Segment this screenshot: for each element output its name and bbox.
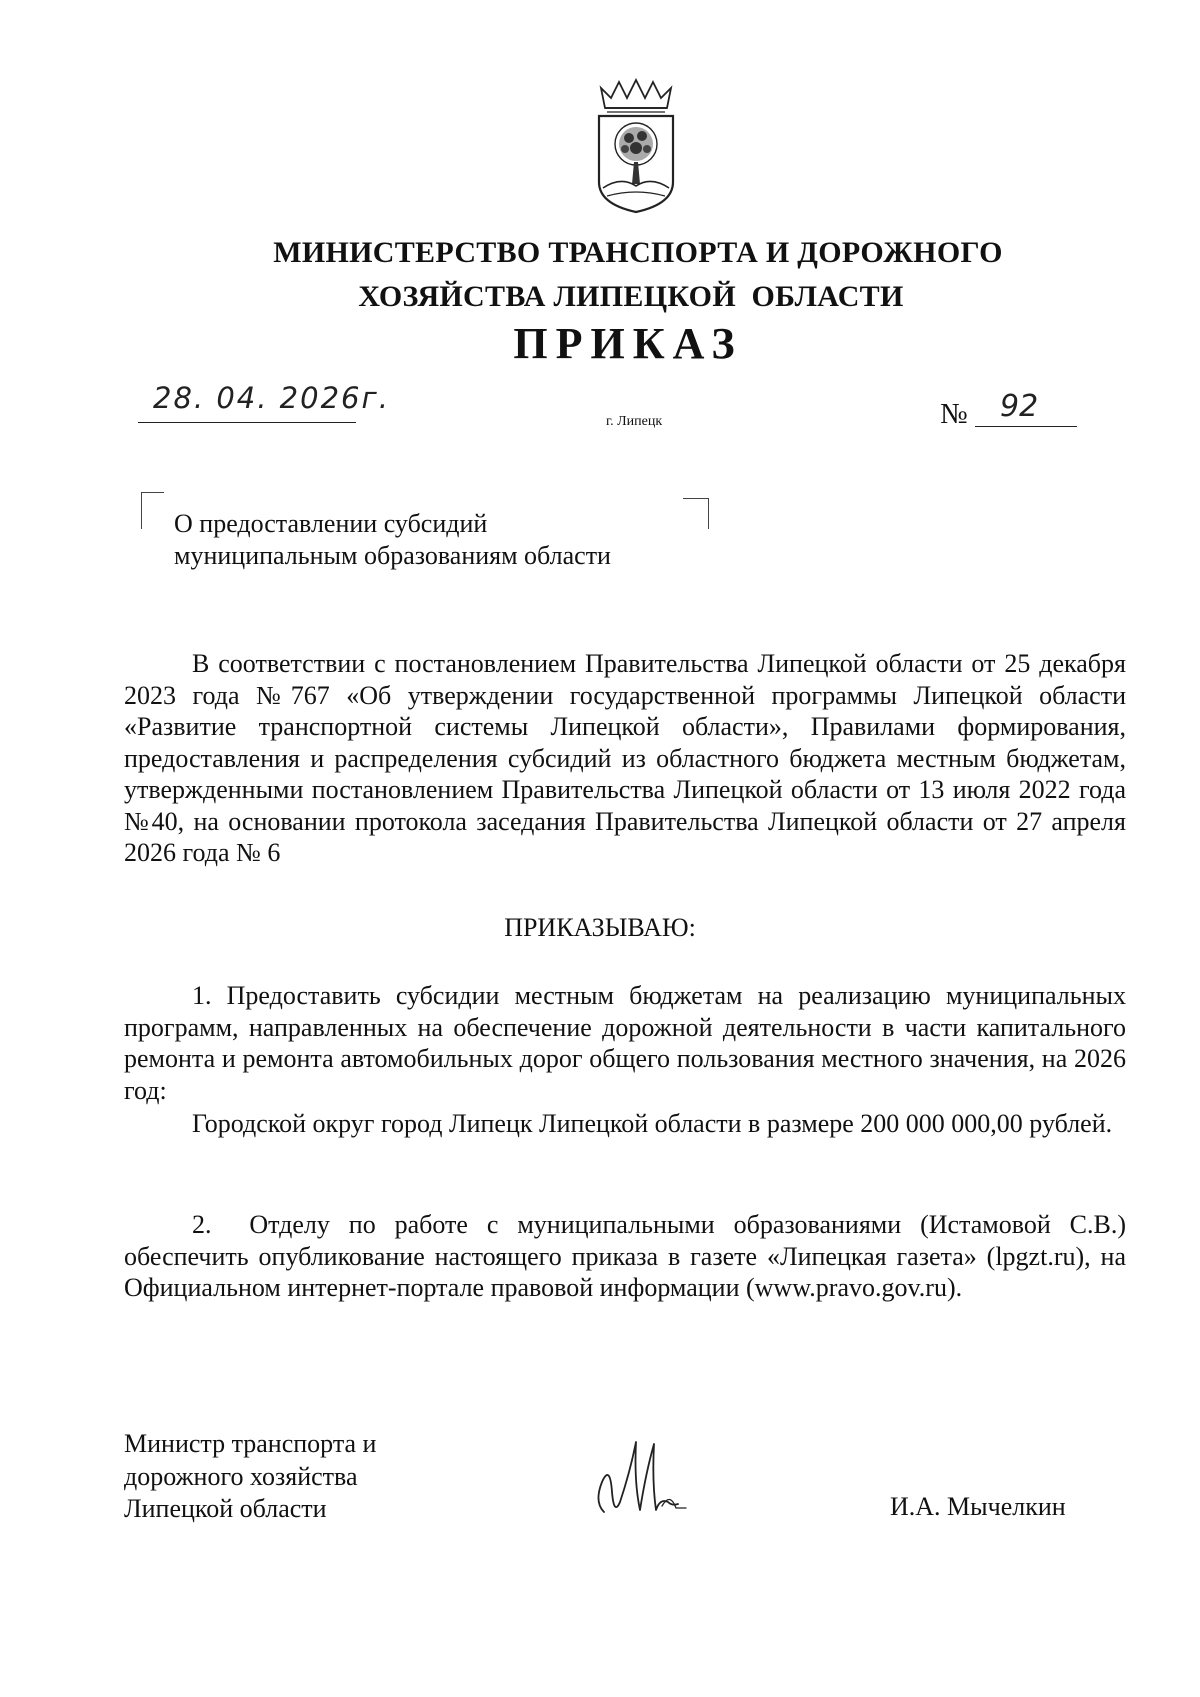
signer-name: И.А. Мычелкин bbox=[890, 1492, 1066, 1521]
number-underline bbox=[975, 426, 1077, 427]
order-item-2: 2. Отделу по работе с муниципальными образованиями (Истамовой С.В.) обеспечить опубликование настоящего приказа в газете «Липецкая газета» (lpgzt.ru), на Официальном интернет-портале правовой информации (www.pravo.gov.ru). bbox=[124, 1210, 1133, 1302]
signer-position-line3: Липецкой области bbox=[124, 1494, 327, 1523]
document-date: 28. 04. 2026г. bbox=[153, 381, 390, 415]
order-verb: ПРИКАЗЫВАЮ: bbox=[504, 913, 696, 942]
signer-position-line1: Министр транспорта и bbox=[124, 1429, 377, 1458]
handwritten-signature bbox=[590, 1432, 700, 1522]
ministry-name-line2: ХОЗЯЙСТВА ЛИПЕЦКОЙ ОБЛАСТИ bbox=[358, 280, 904, 313]
order-item-1-detail: Городской округ город Липецк Липецкой области в размере 200 000 000,00 рублей. bbox=[192, 1109, 1113, 1138]
order-item-1: 1. Предоставить субсидии местным бюджетам на реализацию муниципальных программ, направленных на обеспечение дорожной деятельности в части капитального ремонта и ремонта автомобильных дорог общего пользования местного значения, на 2026 год: bbox=[124, 981, 1133, 1105]
document-type: ПРИКАЗ bbox=[513, 319, 743, 368]
preamble-paragraph: В соответствии с постановлением Правительства Липецкой области от 25 декабря 2023 года №767 «Об утверждении государственной программы Липецкой области «Развитие транспортной системы Липецкой области», Правилами формирования, предоставления и распределения субсидий из областного бюджета местным бюджетам, утвержденными постановлением Правительства Липецкой области от 13 июля 2022 года №40, на основании протокола заседания Правительства Липецкой области от 27 апреля 2026 года № 6 bbox=[124, 649, 1133, 867]
coat-of-arms-icon bbox=[593, 78, 679, 214]
document-subject bbox=[174, 508, 734, 572]
document-number: 92 bbox=[1000, 389, 1039, 424]
date-underline bbox=[138, 422, 356, 423]
subject-bracket-left bbox=[141, 492, 164, 529]
subject-line2: муниципальным образованиям области bbox=[174, 541, 611, 570]
number-label: № bbox=[940, 398, 968, 430]
signer-position-line2: дорожного хозяйства bbox=[124, 1461, 358, 1491]
document-city: г. Липецк bbox=[606, 414, 663, 429]
ministry-name-line1: МИНИСТЕРСТВО ТРАНСПОРТА И ДОРОЖНОГО bbox=[273, 236, 1003, 269]
subject-line1: О предоставлении субсидий bbox=[174, 509, 488, 538]
signer-position bbox=[124, 1428, 376, 1526]
